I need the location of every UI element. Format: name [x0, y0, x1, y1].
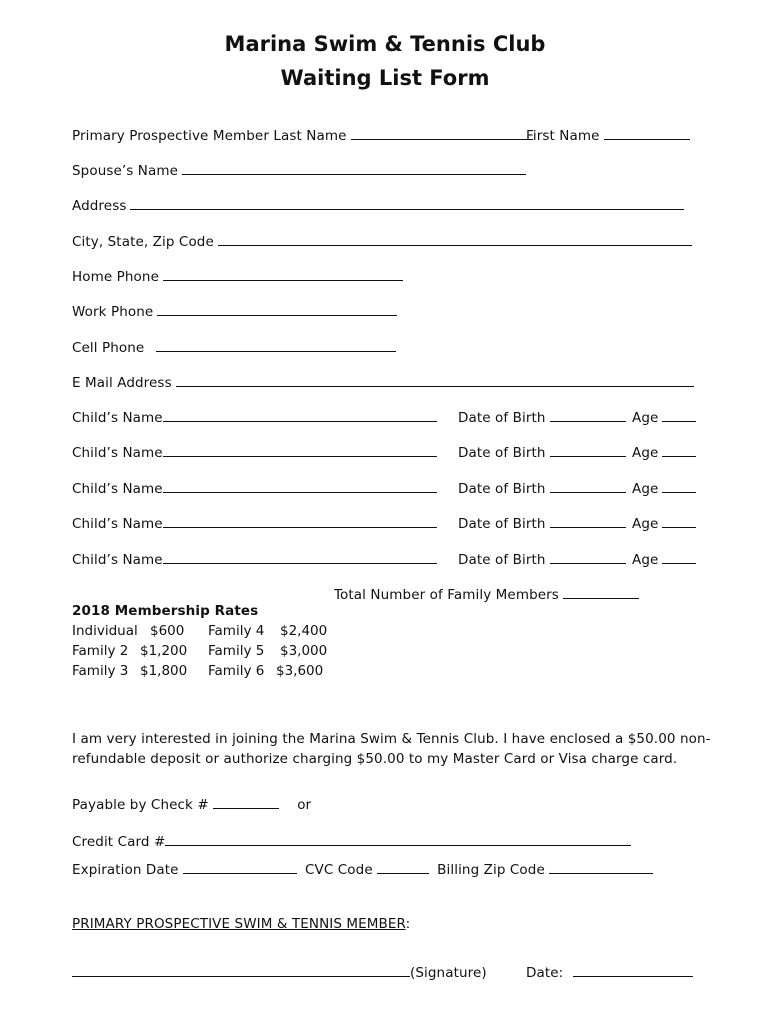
child-name-label: Child’s Name [72, 445, 163, 461]
rate-price: $1,200 [140, 643, 188, 659]
child-name-line[interactable] [163, 409, 437, 422]
primary-last-name-line[interactable] [351, 127, 533, 140]
city-line[interactable] [218, 233, 692, 246]
first-name-field [526, 127, 690, 144]
address-field [72, 197, 684, 214]
billing-zip-label: Billing Zip Code [437, 862, 545, 878]
date-field [526, 964, 693, 981]
cell-phone-line[interactable] [156, 339, 396, 352]
date-label: Date: [526, 965, 564, 981]
rate-label: Individual [72, 623, 138, 639]
credit-card-label: Credit Card # [72, 834, 166, 850]
spouse-label: Spouse’s Name [72, 163, 179, 179]
child-dob-line[interactable] [550, 551, 626, 564]
check-field [72, 796, 311, 813]
check-label: Payable by Check # [72, 797, 209, 813]
child-dob-field [458, 551, 696, 568]
child-name-field [72, 551, 437, 568]
rates-heading: 2018 Membership Rates [72, 603, 259, 619]
child-name-line[interactable] [163, 551, 437, 564]
first-name-line[interactable] [604, 127, 690, 140]
expiration-field [72, 861, 653, 878]
rate-label: Family 5 [208, 643, 265, 659]
child-name-label: Child’s Name [72, 516, 163, 532]
spouse-field [72, 162, 526, 179]
child-age-line[interactable] [662, 480, 696, 493]
spouse-line[interactable] [182, 162, 526, 175]
form-title-line1: Marina Swim & Tennis Club [224, 32, 546, 56]
credit-card-line[interactable] [165, 833, 631, 846]
child-dob-label: Date of Birth [458, 481, 546, 497]
child-dob-line[interactable] [550, 515, 626, 528]
child-age-label: Age [631, 445, 659, 461]
child-name-label: Child’s Name [72, 410, 163, 426]
total-family-field [334, 586, 639, 603]
child-age-line[interactable] [662, 409, 696, 422]
signature-heading-colon: : [405, 916, 411, 932]
primary-last-name-label: Primary Prospective Member Last Name [72, 128, 347, 144]
child-dob-field [458, 444, 696, 461]
home-phone-line[interactable] [163, 268, 403, 281]
signature-label: (Signature) [410, 965, 487, 981]
home-phone-label: Home Phone [72, 269, 159, 285]
child-dob-label: Date of Birth [458, 410, 546, 426]
work-phone-line[interactable] [157, 303, 397, 316]
child-age-label: Age [631, 552, 659, 568]
child-dob-label: Date of Birth [458, 552, 546, 568]
child-name-line[interactable] [163, 515, 437, 528]
city-label: City, State, Zip Code [72, 234, 214, 250]
expiration-label: Expiration Date [72, 862, 179, 878]
form-title-line2: Waiting List Form [280, 66, 490, 90]
expiration-line[interactable] [183, 861, 297, 874]
child-name-line[interactable] [163, 444, 437, 457]
email-field [72, 374, 694, 391]
city-field [72, 233, 692, 250]
cell-phone-label: Cell Phone [72, 340, 145, 356]
home-phone-field [72, 268, 403, 285]
child-dob-field [458, 480, 696, 497]
rate-price: $3,000 [280, 643, 328, 659]
rate-price: $600 [150, 623, 185, 639]
work-phone-label: Work Phone [72, 304, 154, 320]
address-label: Address [72, 198, 127, 214]
total-family-label: Total Number of Family Members [334, 587, 559, 603]
rate-price: $3,600 [276, 663, 324, 679]
child-name-field [72, 444, 437, 461]
child-age-label: Age [631, 481, 659, 497]
child-name-label: Child’s Name [72, 481, 163, 497]
child-age-label: Age [631, 516, 659, 532]
child-name-label: Child’s Name [72, 552, 163, 568]
email-label: E Mail Address [72, 375, 172, 391]
work-phone-field [72, 303, 397, 320]
child-dob-line[interactable] [550, 444, 626, 457]
rate-label: Family 2 [72, 643, 129, 659]
child-dob-line[interactable] [550, 480, 626, 493]
signature-field [72, 964, 487, 981]
child-name-field [72, 515, 437, 532]
statement-line-2: refundable deposit or authorize charging $50.00 to my Master Card or Visa charge card. [72, 751, 678, 767]
child-name-line[interactable] [163, 480, 437, 493]
child-name-field [72, 409, 437, 426]
credit-card-field [72, 833, 631, 850]
rate-label: Family 4 [208, 623, 265, 639]
date-line[interactable] [573, 964, 693, 977]
child-age-line[interactable] [662, 515, 696, 528]
child-dob-label: Date of Birth [458, 516, 546, 532]
statement-line-1: I am very interested in joining the Marina Swim & Tennis Club. I have enclosed a $50.00 non- [72, 731, 711, 747]
signature-heading [72, 916, 410, 932]
child-dob-field [458, 515, 696, 532]
signature-heading-text: PRIMARY PROSPECTIVE SWIM & TENNIS MEMBER [72, 916, 406, 932]
rate-label: Family 3 [72, 663, 129, 679]
total-family-line[interactable] [563, 586, 639, 599]
cvc-label: CVC Code [305, 862, 373, 878]
child-dob-line[interactable] [550, 409, 626, 422]
address-line[interactable] [130, 197, 684, 210]
cvc-line[interactable] [377, 861, 429, 874]
rate-price: $2,400 [280, 623, 328, 639]
child-age-line[interactable] [662, 444, 696, 457]
rate-price: $1,800 [140, 663, 188, 679]
child-dob-field [458, 409, 696, 426]
billing-zip-line[interactable] [549, 861, 653, 874]
first-name-label: First Name [526, 128, 600, 144]
signature-line[interactable] [72, 964, 410, 977]
child-name-field [72, 480, 437, 497]
primary-last-name-field [72, 127, 533, 144]
email-line[interactable] [176, 374, 694, 387]
rate-label: Family 6 [208, 663, 265, 679]
child-dob-label: Date of Birth [458, 445, 546, 461]
or-label: or [297, 797, 312, 813]
check-line[interactable] [213, 796, 279, 809]
child-age-line[interactable] [662, 551, 696, 564]
child-age-label: Age [631, 410, 659, 426]
cell-phone-field [72, 339, 396, 356]
